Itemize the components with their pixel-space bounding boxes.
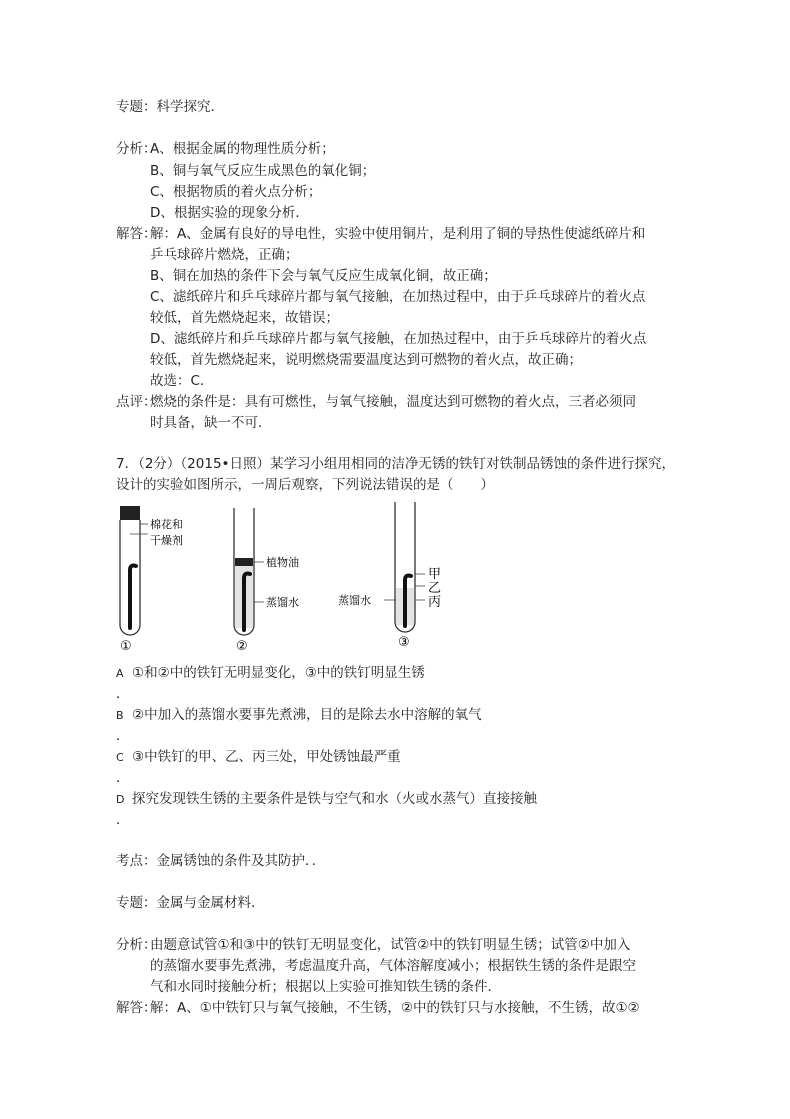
experiment-figure [112, 500, 472, 655]
option-b-letter: B [116, 709, 124, 722]
kaodian-line: 考点：金属锈蚀的条件及其防护．． [116, 853, 326, 869]
option-a-text: ①和②中的铁钉无明显变化，③中的铁钉明显生锈 [132, 665, 425, 681]
answer-line: 较低，首先燃烧起来，说明燃烧需要温度达到可燃物的着火点，故正确； [150, 352, 582, 368]
analysis-line-2: 气和水同时接触分析；根据以上实验可推知铁生锈的条件． [150, 979, 501, 995]
analysis-item: B、铜与氧气反应生成黑色的氧化铜； [150, 163, 376, 179]
answer-line: C、滤纸碎片和乒乓球碎片都与氧气接触，在加热过程中，由于乒乓球碎片的着火点 [150, 289, 646, 305]
tube-1 [120, 506, 183, 654]
topic-line-2: 专题：金属与金属材料． [116, 895, 265, 911]
answer-label-2: 解答： [116, 1000, 157, 1016]
analysis-item: D、根据实验的现象分析． [150, 205, 309, 221]
option-a-letter: A [116, 667, 124, 680]
option-d-text: 探究发现铁生锈的主要条件是铁与空气和水（火或水蒸气）直接接触 [132, 791, 537, 807]
option-c[interactable] [116, 747, 401, 768]
option-d-letter: D [116, 793, 125, 806]
answer-line: 乒乓球碎片燃烧，正确； [150, 247, 299, 263]
option-c-letter: C [116, 751, 124, 764]
topic-line: 专题：科学探究． [116, 99, 224, 115]
answer-line: B、铜在加热的条件下会与氧气反应生成氧化铜，故正确； [150, 268, 497, 284]
answer-line-2: 解：A、①中铁钉只与氧气接触，不生锈，②中的铁钉只与水接触，不生锈，故①② [150, 1000, 640, 1016]
tube-2-label-water: 蒸馏水 [266, 596, 299, 609]
option-a-dot: ． [116, 686, 130, 702]
answer-line: D、滤纸碎片和乒乓球碎片都与氧气接触，在加热过程中，由于乒乓球碎片的着火点 [150, 331, 647, 347]
option-b-text: ②中加入的蒸馏水要事先煮沸，目的是除去水中溶解的氧气 [132, 707, 482, 723]
tube-3-mark-jia: 甲 [428, 567, 442, 582]
tube-3-mark-yi: 乙 [428, 581, 442, 596]
tube-1-nail [130, 566, 136, 629]
analysis-label-2: 分析： [116, 937, 157, 953]
tube-1-stopper [120, 506, 140, 520]
option-a[interactable] [116, 663, 425, 684]
answer-line: 解：A、金属有良好的导电性，实验中使用铜片，是利用了铜的导热性使滤纸碎片和 [150, 226, 646, 242]
question-stem: 7．（2分）（2015•日照）某学习小组用相同的洁净无锈的铁钉对铁制品锈蚀的条件进行探究， [116, 456, 675, 472]
test-tubes-diagram [112, 500, 472, 655]
question-stem: 设计的实验如图所示，一周后观察，下列说法错误的是（ ） [116, 477, 494, 493]
comment-label: 点评： [116, 394, 157, 410]
answer-line: 故选：C． [150, 373, 214, 389]
option-c-dot: ． [116, 770, 130, 786]
answer-label: 解答： [116, 226, 157, 242]
option-b[interactable] [116, 705, 482, 726]
tube-2-number: ② [236, 639, 248, 654]
tube-1-label-cotton: 棉花和 [150, 518, 183, 531]
tube-2-oil-layer [235, 558, 253, 566]
comment-line: 时具备，缺一不可． [150, 415, 272, 431]
tube-3 [338, 502, 441, 650]
tube-1-number: ① [120, 639, 132, 654]
tube-1-label-desiccant: 干燥剂 [150, 534, 183, 547]
analysis-line-2: 由题意试管①和③中的铁钉无明显变化，试管②中的铁钉明显生锈；试管②中加入 [150, 937, 631, 953]
analysis-label: 分析： [116, 141, 157, 157]
tube-3-label-water: 蒸馏水 [338, 594, 371, 607]
analysis-item: C、根据物质的着火点分析； [150, 184, 322, 200]
comment-line: 燃烧的条件是：具有可燃性，与氧气接触，温度达到可燃物的着火点，三者必须同 [150, 394, 636, 410]
tube-2-label-oil: 植物油 [266, 556, 299, 569]
tube-3-number: ③ [398, 635, 410, 650]
option-c-text: ③中铁钉的甲、乙、丙三处，甲处锈蚀最严重 [132, 749, 401, 765]
analysis-item: A、根据金属的物理性质分析； [150, 141, 335, 157]
tube-2 [234, 508, 299, 654]
option-d[interactable] [116, 789, 537, 810]
option-b-dot: ． [116, 728, 130, 744]
analysis-line-2: 的蒸馏水要事先煮沸，考虑温度升高，气体溶解度减小；根据铁生锈的条件是跟空 [150, 958, 636, 974]
answer-line: 较低，首先燃烧起来，故错误； [150, 310, 339, 326]
option-d-dot: ． [116, 812, 130, 828]
tube-3-mark-bing: 丙 [428, 595, 442, 610]
